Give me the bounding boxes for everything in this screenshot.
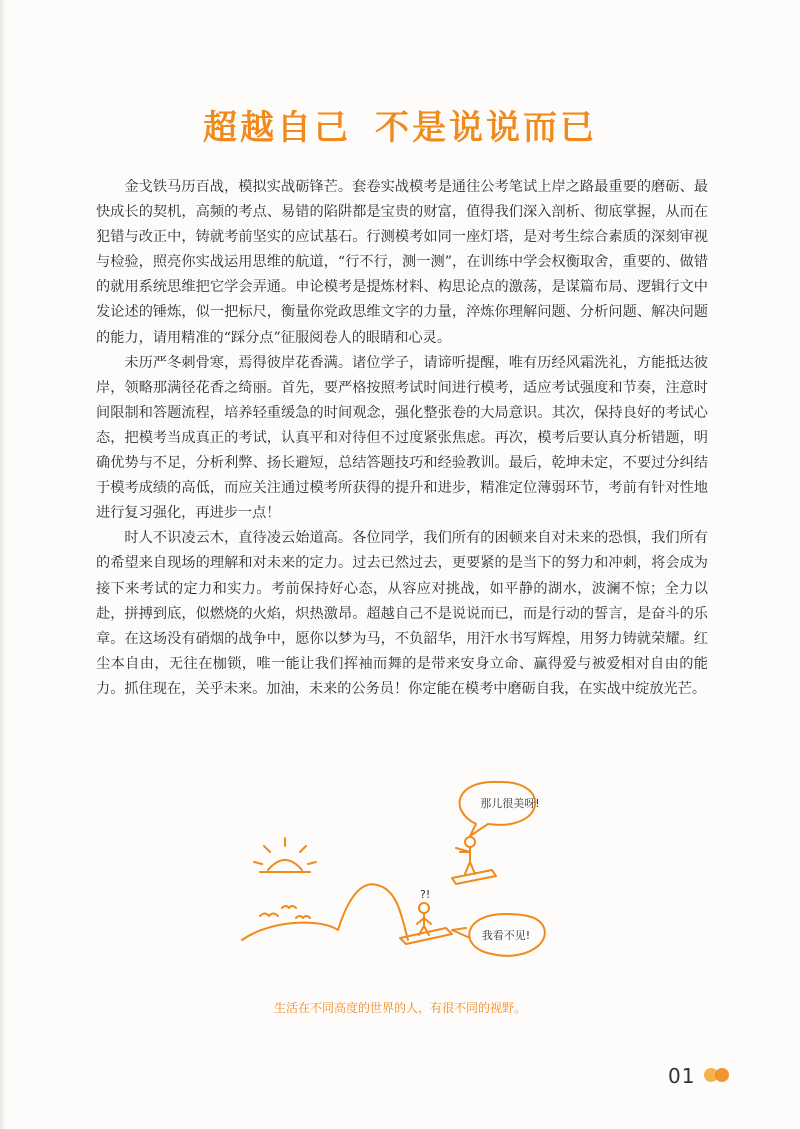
paragraph-2: 未历严冬刺骨寒，焉得彼岸花香满。诸位学子，请谛听提醒，唯有历经风霜洗礼，方能抵达彼岸，领略那满径花香之绮丽。首先，要严格按照考试时间进行模考，适应考试强度和节奏，注意时间限制和答题流程，培养轻重缓急的时间观念，强化整张卷的大局意识。其次，保持良好的考试心态，把模考当成真正的考试，认真平和对待但不过度紧张焦虑。再次，模考后要认真分析错题，明确优势与不足，分析利弊、扬长避短，总结答题技巧和经验教训。最后，乾坤未定，不要过分纠结于模考成绩的高低，而应关注通过模考所获得的提升和进步，精准定位薄弱环节，考前有针对性地进行复习强化，再进步一点！ — [96, 354, 708, 522]
page-number: 01 — [668, 1064, 696, 1088]
question-mark-text: ?! — [420, 888, 431, 901]
title-part-1: 超越自己 — [203, 108, 351, 148]
sun-icon — [254, 838, 316, 872]
top-bubble-text: 那儿很美呀! — [480, 797, 540, 810]
birds-icon — [260, 906, 310, 918]
title-part-2: 不是说说而已 — [375, 108, 597, 148]
lower-figure-icon — [417, 903, 431, 935]
paragraph-1: 金戈铁马历百战，模拟实战砺锋芒。套卷实战模考是通往公考笔试上岸之路最重要的磨砺、最快成长的契机，高频的考点、易错的陷阱都是宝贵的财富，值得我们深入剖析、彻底掌握，从而在犯错与改正中，铸就考前坚实的应试基石。行测模考如同一座灯塔，是对考生综合素质的深刻审视与检验，照亮你实战运用思维的航道，“行不行，测一测”，在训练中学会权衡取舍，重要的、做错的就用系统思维把它学会弄通。申论模考是提炼材料、构思论点的激荡，是谋篇布局、逻辑行文中发论述的锤炼，似一把标尺，衡量你党政思维文字的力量，淬炼你理解问题、分析问题、解决问题的能力，请用精准的“踩分点”征服阅卷人的眼睛和心灵。 — [96, 179, 708, 346]
page-title — [0, 100, 800, 149]
article-body — [96, 175, 708, 702]
page-edge-shadow — [0, 0, 6, 1129]
cartoon-illustration — [230, 758, 570, 978]
paragraph-3: 时人不识凌云木，直待凌云始道高。各位同学，我们所有的困顿来自对未来的恐惧，我们所有的希望来自现场的理解和对未来的定力。过去已然过去，更要紧的是当下的努力和冲刺，将会成为接下来考试的定力和实力。考前保持好心态，从容应对挑战，如平静的湖水，波澜不惊；全力以赴，拼搏到底，似燃烧的火焰，炽热激昂。超越自己不是说说而已，而是行动的誓言，是奋斗的乐章。在这场没有硝烟的战争中，愿你以梦为马，不负韶华，用汗水书写辉煌，用努力铸就荣耀。红尘本自由，无往在枷锁，唯一能让我们挥袖而舞的是带来安身立命、赢得爱与被爱相对自由的能力。抓住现在，关乎未来。加油，未来的公务员！你定能在模考中磨砺自我，在实战中绽放光芒。 — [96, 530, 708, 697]
page-dots-icon — [704, 1067, 730, 1083]
upper-figure-icon — [456, 837, 475, 874]
illustration-caption: 生活在不同高度的世界的人，有很不同的视野。 — [273, 1001, 526, 1015]
hill-icon — [242, 884, 408, 940]
bottom-bubble-text: 我看不见! — [481, 929, 531, 942]
